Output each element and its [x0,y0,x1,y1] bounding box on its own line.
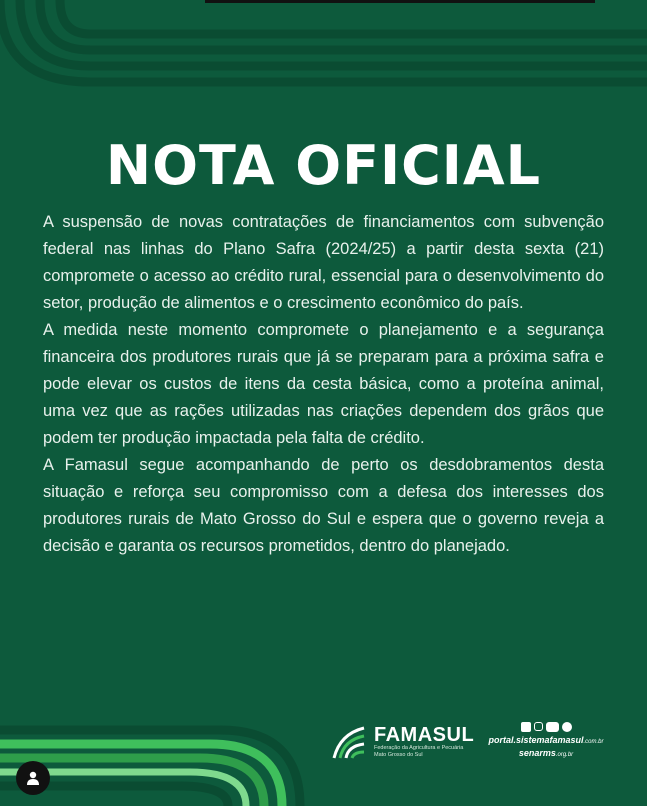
facebook-icon[interactable] [521,722,531,732]
logo-subtitle-2: Mato Grosso do Sul [374,752,423,758]
instagram-icon[interactable] [534,722,543,731]
profile-avatar[interactable] [16,761,50,795]
statement-body [43,209,604,560]
senar-link[interactable]: senarms.org.br [518,748,574,758]
logo-name: FAMASUL [374,724,475,746]
top-stripes-decoration [0,0,647,100]
page-title: NOTA OFICIAL [105,134,542,198]
portal-link[interactable]: portal.sistemafamasul.com.br [488,735,604,745]
famasul-logo [330,722,474,762]
user-icon [25,770,41,786]
paragraph-3: A Famasul segue acompanhando de perto os desdobramentos desta situação e reforça seu compromisso com a defesa dos interesses dos produtores rurais de Mato Grosso do Sul e espera que o governo reveja a decisão e garanta os recursos prometidos, dentro do planejado. [43,456,604,555]
logo-subtitle-1: Federação da Agricultura e Pecuária [374,745,464,751]
spotify-icon[interactable] [562,722,572,732]
social-block [486,722,606,761]
paragraph-1: A suspensão de novas contratações de financiamentos com subvenção federal nas linhas do Plano Safra (2024/25) a partir desta sexta (21) compromete o acesso ao crédito rural, essencial para o desenvolvimento do setor, produção de alimentos e o crescimento econômico do país. [43,213,604,312]
famasul-logo-icon [330,722,370,762]
youtube-icon[interactable] [546,722,559,732]
bottom-stripes-decoration [0,700,360,806]
paragraph-2: A medida neste momento compromete o planejamento e a segurança financeira dos produtores rurais que já se preparam para a próxima safra e pode elevar os custos de itens da cesta básica, como a proteína animal, uma vez que as rações utilizadas nas criações dependem dos grãos que podem ter produção impactada pela falta de crédito. [43,321,604,447]
